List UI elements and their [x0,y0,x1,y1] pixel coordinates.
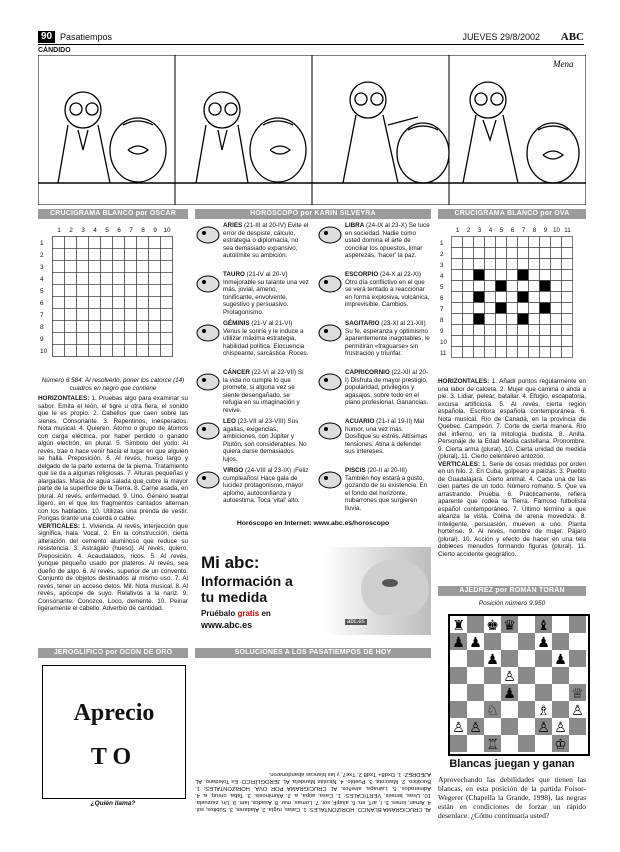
grid-cell[interactable] [507,259,518,270]
chess-piece[interactable]: ♗ [537,703,550,719]
grid-cell[interactable] [551,336,562,347]
sign-dates: (24-X al 22-XI) [378,271,421,278]
grid-cell[interactable] [507,281,518,292]
grid-cell[interactable] [529,314,540,325]
chess-piece[interactable]: ♔ [554,737,567,753]
lion-icon [195,420,221,440]
chess-piece[interactable]: ♚ [486,618,499,634]
grid-cell[interactable] [562,237,573,248]
chess-square[interactable] [518,701,535,718]
sign-dates: (24-IX al 23-X) [364,222,409,229]
grid-cell[interactable] [507,292,518,303]
chess-square[interactable] [467,735,484,752]
crossword-black-grid[interactable] [451,236,574,359]
chess-square[interactable] [569,718,586,735]
sign-text: También hoy estará a gusto, gozando de su existencia. En el fondo del horizonte, nubarrones que surgieren lluvia. [345,474,428,512]
horoscope-footer: Horóscopo en Internet: www.abc.es/horoscopo [236,520,390,527]
crossword-black-clues: HORIZONTALES: 1. Añadí puntos regularmente en una labor de calceta. 2. Mujer que camina o anda a pie. 3. Lidiar, pelear, batallar. 4. Efugio, escapatoria, excusa artificiosa. 5. Al revés, cierta región española. Escritora española contemporánea. 6. Nota musical. Río de Canadá, en la provincia de Quebec. Campeón. 7. Corte de cierta manera. Río del infierno, en la mitología budista. 8. Anilla. Personaje de la Edad Media castellana. Pronombre. 9. Cierta arma (plural). 10. Cierta unidad de medida (plural). 11. Cierto celentéreo antozoo. VERTICALES: 1. Serie de cosas medidas por orden en un hilo. 2. En Cuba, golpearo a palizas. 3. Pueblo de Guadalajara. Cierto animal. 4. Cada una de las cien partes de un todo. Número romano. 5. Que va arrastrando. Prueba. 6. Prácticamente, refiera aparente que rodea la Tierra. Famoso futbolista español contemporáneo. 7. Último término a que alcanza la vista. Colina de arena movediza. 8. Inteligente, persuasión, mueven a uno. Planta hortense. 9. Al revés, nombre de mujer. Pájaro (plural). 10. Acción y efecto de hacer en una tela dobleces menudos formando figuras (plural). 11. Cierto accidente geográfico. [438,378,587,558]
scales-icon [317,224,343,244]
abc-logo: ABC [560,31,584,43]
grid-cell[interactable] [551,281,562,292]
crab-icon [195,371,221,391]
horoscope-title: HORÓSCOPO por KARIN SILVEYRA [195,209,431,219]
grid-cell[interactable] [518,259,529,270]
grid-cell[interactable] [474,336,485,347]
chess-square[interactable] [552,701,569,718]
crossword-white-caption: Número 6.584: Al resolverlo, poner los catorce (14) cuadros en negro que contiene [41,377,185,392]
grid-cell[interactable] [496,270,507,281]
chess-square[interactable] [450,650,467,667]
sign-name: ACUARIO [345,418,375,425]
grid-cell[interactable] [562,259,573,270]
grid-cell[interactable] [452,270,463,281]
chess-square[interactable] [450,701,467,718]
grid-cell[interactable] [529,270,540,281]
chess-square[interactable] [569,616,586,633]
chess-square[interactable] [484,684,501,701]
grid-cell[interactable] [540,270,551,281]
chess-square[interactable] [535,735,552,752]
grid-cell[interactable] [529,303,540,314]
crossword-black-title: CRUCIGRAMA BLANCO por OVA [438,209,586,219]
issue-date: JUEVES 29/8/2002 [462,32,540,42]
chess-square[interactable] [467,650,484,667]
grid-cell[interactable] [540,347,551,358]
sign-name: LIBRA [345,222,365,229]
grid-cell[interactable] [507,270,518,281]
chess-square[interactable] [501,718,518,735]
grid-cell[interactable] [518,347,529,358]
chess-piece[interactable]: ♛ [503,618,516,634]
crossword-white-clues: HORIZONTALES: 1. Pruebas algo para examinar su sabor. Emita el león, el tigre u otra fiera, el sonido que le es propio. 2. Cabellos que caen sobre las sienes. Consonante. 3. Repentinos, inesperados. Nota musical. 4. Quieren. Átomo o grupo de átomos con carga eléctrica, por haber perdido o ganado algún electrón, en plural. 5. Símbolo del yodo. Al revés, trae o hace venir hacia el lugar en que alguien se halla. Preposición. 6. Al revés, hueso largo y delgado de la parte externa de la pierna. Tratamiento que se da a algunas religiosas. 7. Alturas pequeñas y alargadas. Masa de agua salada que cubre la mayor parte de la superficie de la Tierra. 8. Carne asada, en plural. Al revés, enfermedad. 9. Uno. Género teatral ligero, en el que los fragmentos cantados alternan con los hablados. 10. Utilizas una prenda de vestir. Pongas tirante una cuerda o cable. VERTICALES: 1. Vivienda. Al revés, interjección que significa, hala. Vocal. 2. En la construcción, cierta alteración del cemento aluminoso que reduce su resistencia. 3. Astrágalo (hueso). Al revés, quiero. Preposición. 4. Acaudalados, ricos. 5. Al revés, yunque pequeño usado por plateros. Al revés, sea dueño de algo. 6. Al revés, superior de un convento. Conjunto de objetos destinados al mismo uso. 7. Al revés, tener un acceso detos. Mil. Nota musical. 8. Al revés, apócope de suyo. Relativos a la nariz. 9. Consonante. Conozco. Loco, demente. 10. Peinar ligeramente el cabello. Adverbio de cantidad. [38,395,189,612]
chess-square[interactable] [501,701,518,718]
sign-name: SAGITARIO [345,320,380,327]
ad-url[interactable]: www.abc.es [201,620,253,630]
chess-piece[interactable]: ♟ [537,635,550,651]
sign-text: Venus le sonríe y le induce a utilizar máxima estrategia, habilidad política. Elocuencia chispeante, sarcástica. Roces. [223,327,309,357]
sign-text: Evite el error de despiste, cálculo, estrategia o diplomacia, no sea demasiado expansivo, autolímite su ambición. [223,222,309,259]
sign-text: Disfruta de mayor prestigio, popularidad, privilegios y agasajos, sobre todo en el plano profesional. Ganancias. [345,376,429,406]
grid-cell[interactable] [529,336,540,347]
section-name: Pasatiempos [60,32,113,42]
sign-name: PISCIS [345,467,366,474]
grid-cell[interactable] [496,347,507,358]
chess-piece[interactable]: ♟ [452,635,465,651]
grid-cell[interactable] [551,314,562,325]
grid-cell[interactable] [474,325,485,336]
sign-dates: (22-XII al 20-I) [345,369,428,384]
grid-cell[interactable] [551,270,562,281]
fish-icon [317,469,343,489]
sign-name: LEO [223,418,236,425]
grid-cell[interactable] [551,325,562,336]
chess-piece[interactable]: ♙ [503,669,516,685]
sign-text: Se luce en sociedad. Nadie como usted domina el arte de conciliar los opuestos, limar asperezas, ‘hacer’ la paz. [345,222,430,259]
sign-text: Su fe, esperanza y optimismo aparentemente inagotables, le permitirán «fraguarse» sin frustración y triunfar. [345,327,430,357]
ram-icon [195,224,221,244]
grid-cell[interactable] [529,281,540,292]
sign-dates: (23-VII al 23-VIII) [235,418,288,425]
chess-square[interactable] [484,667,501,684]
sign-dates: (21-V al 21-VI) [249,320,293,327]
chess-piece[interactable]: ♙ [571,703,584,719]
horoscope-sign [345,222,431,260]
grid-cell[interactable] [507,347,518,358]
chess-square[interactable] [552,684,569,701]
grid-cell[interactable] [518,325,529,336]
grid-cell[interactable] [452,325,463,336]
grid-cell[interactable] [485,314,496,325]
chess-square[interactable] [552,667,569,684]
grid-cell[interactable] [562,281,573,292]
grid-cell[interactable] [562,248,573,259]
horoscope-sign [223,320,309,358]
sign-name: GÉMINIS [223,320,250,327]
horoscope-sign [345,320,431,358]
archer-icon [317,322,343,342]
grid-cell[interactable] [485,248,496,259]
rebus-title: JEROGLÍFICO por OCÓN DE ORO [38,648,188,658]
crossword-black-row-numbers: 1 2 3 4 5 6 7 8 9 10 11 [440,240,448,357]
grid-cell[interactable] [507,314,518,325]
grid-cell[interactable] [507,336,518,347]
grid-cell[interactable] [463,237,474,248]
grid-cell[interactable] [551,259,562,270]
chess-square[interactable] [518,633,535,650]
ad-logo: abc.es [347,619,365,625]
chess-piece[interactable]: ♝ [537,618,550,634]
solutions-title: SOLUCIONES A LOS PASATIEMPOS DE HOY [195,648,431,658]
chess-square[interactable] [535,684,552,701]
grid-cell[interactable] [485,325,496,336]
horoscope-sign [223,467,309,505]
grid-cell[interactable] [485,270,496,281]
sign-text: Inmejorable su talante una vez más, jovial, ameno, tonificante, envolvente, sugestivo y persuasivo. Protagonismo. [223,278,309,316]
grid-cell[interactable] [474,248,485,259]
grid-cell[interactable] [496,314,507,325]
crossword-white-col-numbers: 1 2 3 4 5 6 7 8 9 10 [57,227,171,234]
grid-cell[interactable] [529,259,540,270]
grid-cell[interactable] [529,325,540,336]
rebus-question: ¿Quién llama? [90,800,136,807]
sign-text: Sus agallas, exigencias, ambiciones, con Júpiter y Plutón, son considerables. No quiera darse demasiados lujos. [223,418,307,463]
chess-square[interactable] [518,667,535,684]
chess-piece[interactable]: ♟ [503,686,516,702]
chess-title: AJEDREZ por ROMÁN TORÁN [438,586,586,596]
sign-text: Mal humor, una vez más. Dosifique su estrés. Altísimas tensiones. Atina a defender sus intereses. [345,418,428,455]
comic-strip [38,55,586,205]
sign-dates: (22-VI al 22-VII) [249,369,298,376]
grid-cell[interactable] [452,237,463,248]
water-bearer-icon [317,420,343,440]
chess-piece[interactable]: ♙ [452,720,465,736]
grid-cell[interactable] [485,281,496,292]
grid-cell[interactable] [463,303,474,314]
grid-cell[interactable] [551,248,562,259]
grid-cell[interactable] [540,237,551,248]
grid-cell[interactable] [551,303,562,314]
chess-square[interactable] [552,633,569,650]
chess-square[interactable] [501,650,518,667]
horoscope-body [195,222,431,527]
chess-square[interactable] [467,667,484,684]
chess-square[interactable] [450,684,467,701]
grid-cell[interactable] [529,347,540,358]
chess-square[interactable] [518,684,535,701]
grid-cell[interactable] [507,303,518,314]
grid-cell[interactable] [474,281,485,292]
page-header [38,30,584,45]
grid-cell[interactable] [496,248,507,259]
black-square[interactable] [474,292,485,303]
chess-square[interactable] [467,701,484,718]
grid-cell[interactable] [463,270,474,281]
virgin-icon [195,469,221,489]
chess-square[interactable] [535,650,552,667]
page-number: 90 [38,31,55,43]
grid-cell[interactable] [540,336,551,347]
horoscope-sign [223,271,309,316]
grid-cell[interactable] [463,281,474,292]
crossword-white-grid[interactable] [52,236,174,358]
grid-cell[interactable] [507,248,518,259]
black-square[interactable] [496,281,507,292]
grid-cell[interactable] [452,248,463,259]
grid-cell[interactable] [551,237,562,248]
grid-cell[interactable] [562,336,573,347]
goat-icon [317,371,343,391]
black-square[interactable] [518,314,529,325]
sign-name: CAPRICORNIO [345,369,390,376]
crossword-white-title: CRUCIGRAMA BLANCO por ÓSCAR [38,209,188,219]
chess-piece[interactable]: ♕ [571,686,584,702]
grid-cell[interactable] [496,336,507,347]
horoscope-sign [345,271,431,309]
grid-cell[interactable] [562,347,573,358]
grid-cell[interactable] [529,237,540,248]
grid-cell[interactable] [540,259,551,270]
sign-name: ARIES [223,222,243,229]
grid-cell[interactable] [485,303,496,314]
chess-piece[interactable]: ♜ [452,618,465,634]
chess-piece[interactable]: ♖ [486,737,499,753]
horoscope-sign [345,467,431,512]
grid-cell[interactable] [562,314,573,325]
grid-cell[interactable] [452,303,463,314]
chess-square[interactable] [450,667,467,684]
sign-name: CÁNCER [223,369,250,376]
grid-cell[interactable] [452,336,463,347]
sign-dates: (20-II al 20-III) [365,467,407,474]
comic-label: CÁNDIDO [38,47,71,54]
chess-square[interactable] [518,718,535,735]
chess-piece[interactable]: ♟ [469,635,482,651]
sign-name: TAURO [223,271,245,278]
grid-cell[interactable] [551,347,562,358]
chess-square[interactable] [501,735,518,752]
grid-cell[interactable] [529,292,540,303]
chess-board[interactable] [448,614,590,756]
grid-cell[interactable] [474,347,485,358]
grid-cell[interactable] [452,347,463,358]
grid-cell[interactable] [463,347,474,358]
grid-cell[interactable] [463,325,474,336]
grid-cell[interactable] [463,336,474,347]
chess-text: Aprovechando las debilidades que tienen las blancas, en esta posición de la partida Foisor-Wegerer (Chapella la Grande, 1998), las negras están en condiciones de forzar un rápido desenlace. ¿Cómo continuaría usted? [438,775,586,820]
grid-cell[interactable] [562,292,573,303]
sign-dates: (21-IV al 20-V) [244,271,288,278]
solutions-text: AL CRUCIGRAMA BLANCO. HORIZONTALES: 1. Catas, rugía. 2. Aladares. 3. Súbitos, sol. 4. Aman, iones. 5. I, arT, en. 6. aluqiF, sor. 7. Lomas, mar. 8. Asados, lam. 9. Un, zarzuela. 10. Usas, tenses. VERTICALES: 1. Casa, aúpa, a. 2. Aluminosis. 3. Taba, oreuq, a. 4. Adinerados. 5. Lainapa, aíreños. AL CRUCIGRAMA POR OVA. HORIZONTALES: 1. Bucólico. 2. Mascota. 3. Pueblo. 4. Nicolás Mandela. AL JEROGLÍFICO: Es Toledano. AL AJEDREZ: 1. Dxd8+ Txd8 2. Txe7, y las blancas abandonaron. [195,771,431,812]
grid-cell[interactable] [452,259,463,270]
ad-face-image [345,549,429,615]
black-square[interactable] [474,270,485,281]
chess-piece[interactable]: ♘ [486,703,499,719]
grid-cell[interactable] [507,325,518,336]
grid-cell[interactable] [540,248,551,259]
grid-cell[interactable] [452,281,463,292]
grid-cell[interactable] [540,314,551,325]
chess-square[interactable] [569,650,586,667]
chess-piece[interactable]: ♙ [469,720,482,736]
grid-cell[interactable] [463,314,474,325]
chess-square[interactable] [569,667,586,684]
grid-cell[interactable] [452,314,463,325]
abc-ad-banner[interactable] [195,547,431,635]
grid-cell[interactable] [485,259,496,270]
crossword-black-col-numbers: 1 2 3 4 5 6 7 8 9 10 11 [455,227,571,234]
ad-line1: Mi abc: [201,553,260,572]
chess-headline: Blancas juegan y ganan [449,758,575,770]
chess-square[interactable] [518,616,535,633]
chess-square[interactable] [467,684,484,701]
grid-cell[interactable] [485,336,496,347]
rebus-word2: TO [90,744,138,770]
grid-cell[interactable] [485,292,496,303]
grid-cell[interactable] [474,237,485,248]
chess-square[interactable] [484,718,501,735]
grid-cell[interactable] [496,325,507,336]
horoscope-sign [223,369,309,414]
sign-dates: (21-III al 20-IV) [242,222,288,229]
grid-cell[interactable] [507,237,518,248]
grid-cell[interactable] [496,259,507,270]
chess-square[interactable] [501,633,518,650]
grid-cell[interactable] [474,303,485,314]
chess-square[interactable] [569,735,586,752]
sign-name: VIRGO [223,467,244,474]
chess-square[interactable] [518,650,535,667]
bull-icon [195,273,221,293]
ad-line4: Pruébalo gratis en [201,609,271,618]
chess-square[interactable] [518,735,535,752]
grid-cell[interactable] [540,292,551,303]
horoscope-sign [223,418,309,463]
grid-cell[interactable] [485,237,496,248]
chess-piece[interactable]: ♟ [554,652,567,668]
grid-cell[interactable] [463,292,474,303]
grid-cell[interactable] [562,325,573,336]
chess-square[interactable] [484,633,501,650]
grid-cell[interactable] [518,281,529,292]
rebus-word1: Aprecio [73,700,155,726]
grid-cell[interactable] [463,259,474,270]
scorpion-icon [317,273,343,293]
sign-text: Si la vida no cumple lo que promete, si alguna vez se siente desengañado, se refugia en su imaginación y revive. [223,369,304,414]
sign-text: ¡Feliz cumpleaños! Hace gala de lucidez protagonismo, mayor aplomo, autoconfianza y autoestima. Toca ‘vital’ alto. [223,467,309,504]
grid-cell[interactable] [518,336,529,347]
sign-name: ESCORPIO [345,271,379,278]
grid-cell[interactable] [496,292,507,303]
chess-square[interactable] [569,633,586,650]
grid-cell[interactable] [463,248,474,259]
black-square[interactable] [540,303,551,314]
comic-signature: Mena [553,59,574,69]
chess-piece[interactable]: ♟ [486,652,499,668]
grid-cell[interactable] [562,270,573,281]
sign-text: Otro día conflictivo en el que se verá tentado a reaccionar en forma explosiva, volcánica, imprevisible. Cambios. [345,278,430,308]
grid-cell[interactable] [474,259,485,270]
black-square[interactable] [518,270,529,281]
crossword-white-row-numbers: 1 2 3 4 5 6 7 8 9 10 [40,240,48,355]
horoscope-sign [345,369,431,407]
grid-cell[interactable] [562,303,573,314]
grid-cell[interactable] [452,292,463,303]
chess-square[interactable] [535,667,552,684]
chess-position: Posición número 9.950 [478,600,546,607]
grid-cell[interactable] [485,347,496,358]
grid-cell[interactable] [518,248,529,259]
ad-line3: tu medida [201,589,268,605]
grid-cell[interactable] [518,237,529,248]
sign-dates: (24-VIII al 23-IX) [243,467,293,474]
grid-cell[interactable] [551,292,562,303]
rebus-box [42,665,186,799]
twins-icon [195,322,221,342]
chess-square[interactable] [552,616,569,633]
black-square[interactable] [518,292,529,303]
sign-dates: (21-I al 19-II) [374,418,414,425]
chess-piece[interactable]: ♙ [554,720,567,736]
ad-line2: Información a [201,573,293,589]
grid-cell[interactable] [540,325,551,336]
horoscope-sign [223,222,309,260]
black-square[interactable] [496,303,507,314]
sign-dates: (23-XI al 21-XII) [379,320,426,327]
grid-cell[interactable] [529,248,540,259]
chess-square[interactable] [467,616,484,633]
black-square[interactable] [540,281,551,292]
chess-square[interactable] [450,735,467,752]
chess-piece[interactable]: ♙ [537,720,550,736]
black-square[interactable] [474,314,485,325]
horoscope-sign [345,418,431,456]
grid-cell[interactable] [518,303,529,314]
grid-cell[interactable] [496,237,507,248]
